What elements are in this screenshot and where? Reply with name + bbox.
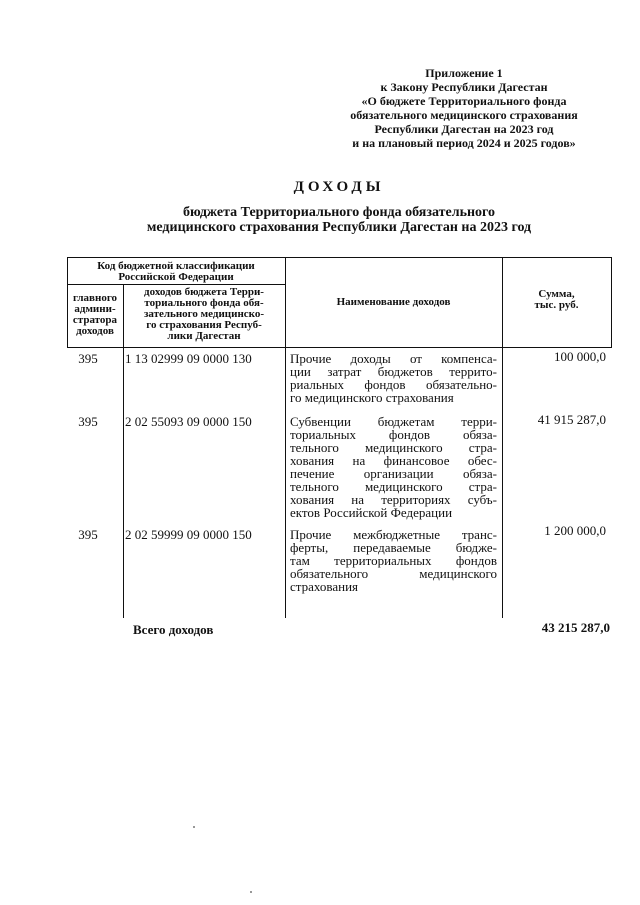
header-line: тыс. руб. [534, 299, 579, 311]
document-subtitle [0, 205, 640, 235]
admin-code-cell: 395 [78, 414, 98, 429]
income-name-line: Субвенции бюджетам терри- [290, 414, 497, 429]
table-column-divider [285, 257, 286, 618]
total-label: Всего доходов [133, 622, 214, 637]
header-line: го страхования Респуб- [146, 319, 262, 331]
table-right-border [611, 257, 612, 348]
income-name-cell [290, 352, 497, 404]
header-line: Российской Федерации [118, 271, 234, 283]
income-name-line: тельного медицинского стра- [290, 440, 497, 455]
income-name-line: ции затрат бюджетов террито- [290, 364, 497, 379]
amount-cell: 100 000,0 [554, 349, 606, 364]
income-name-line: ектов Российской Федерации [290, 505, 453, 520]
header-line: ториального фонда обя- [144, 297, 264, 309]
scan-speck [193, 826, 195, 828]
header-admin-code [67, 293, 123, 337]
income-code-cell: 1 13 02999 09 0000 130 [125, 351, 252, 366]
income-name-line: хования на территориях субъ- [290, 492, 497, 507]
total-amount: 43 215 287,0 [541, 620, 610, 635]
annex-block [330, 66, 598, 150]
header-classification-group [67, 261, 285, 283]
income-name-line: Прочие межбюджетные транс- [290, 527, 497, 542]
header-income-code [123, 287, 285, 342]
header-line: Наименование доходов [336, 296, 451, 308]
header-line: Код бюджетной классификации [97, 260, 255, 272]
header-line: лики Дагестан [167, 330, 241, 342]
scan-speck [250, 891, 252, 893]
annex-line: обязательного медицинского страхования [350, 108, 578, 122]
header-line: зательного медицинско- [143, 308, 265, 320]
income-code-cell: 2 02 59999 09 0000 150 [125, 527, 252, 542]
income-name-cell [290, 415, 497, 519]
income-name-line: печение организации обяза- [290, 466, 497, 481]
income-name-line: Прочие доходы от компенса- [290, 351, 497, 366]
table-top-border [67, 257, 611, 258]
income-name-line: го медицинского страхования [290, 390, 454, 405]
header-line: главного [72, 292, 118, 304]
table-subheader-divider [67, 284, 285, 285]
income-name-cell [290, 528, 497, 593]
header-line: стратора [72, 314, 118, 326]
admin-code-cell: 395 [78, 351, 98, 366]
annex-line: и на плановый период 2024 и 2025 годов» [352, 136, 576, 150]
subtitle-line: медицинского страхования Республики Дагестан на 2023 год [146, 220, 532, 235]
header-amount [502, 289, 611, 311]
amount-cell: 41 915 287,0 [537, 412, 606, 427]
income-name-line: ферты, передаваемые бюдже- [290, 540, 497, 555]
annex-line: Республики Дагестан на 2023 год [374, 122, 554, 136]
document-title: ДОХОДЫ [293, 179, 385, 195]
income-name-line: хования на финансовое обес- [290, 453, 497, 468]
income-name-line: ториальных фондов обяза- [290, 427, 497, 442]
admin-code-cell: 395 [78, 527, 98, 542]
income-name-line: риальных фондов обязательно- [290, 377, 497, 392]
table-column-divider [502, 257, 503, 618]
income-name-line: обязательного медицинского [290, 566, 497, 581]
header-income-name [285, 297, 502, 308]
annex-line: к Закону Республики Дагестан [380, 80, 548, 94]
income-name-line: там территориальных фондов [290, 553, 497, 568]
header-line: доходов бюджета Терри- [144, 286, 264, 298]
income-name-line: тельного медицинского стра- [290, 479, 497, 494]
income-code-cell: 2 02 55093 09 0000 150 [125, 414, 252, 429]
income-name-line: страхования [290, 579, 359, 594]
annex-line: «О бюджете Территориального фонда [361, 94, 567, 108]
table-header-bottom-border [67, 347, 611, 348]
header-line: админи- [74, 303, 116, 315]
header-line: Сумма, [538, 288, 575, 300]
header-line: доходов [76, 325, 114, 337]
annex-line: Приложение 1 [425, 66, 503, 80]
subtitle-line: бюджета Территориального фонда обязательного [182, 205, 496, 220]
amount-cell: 1 200 000,0 [544, 523, 606, 538]
